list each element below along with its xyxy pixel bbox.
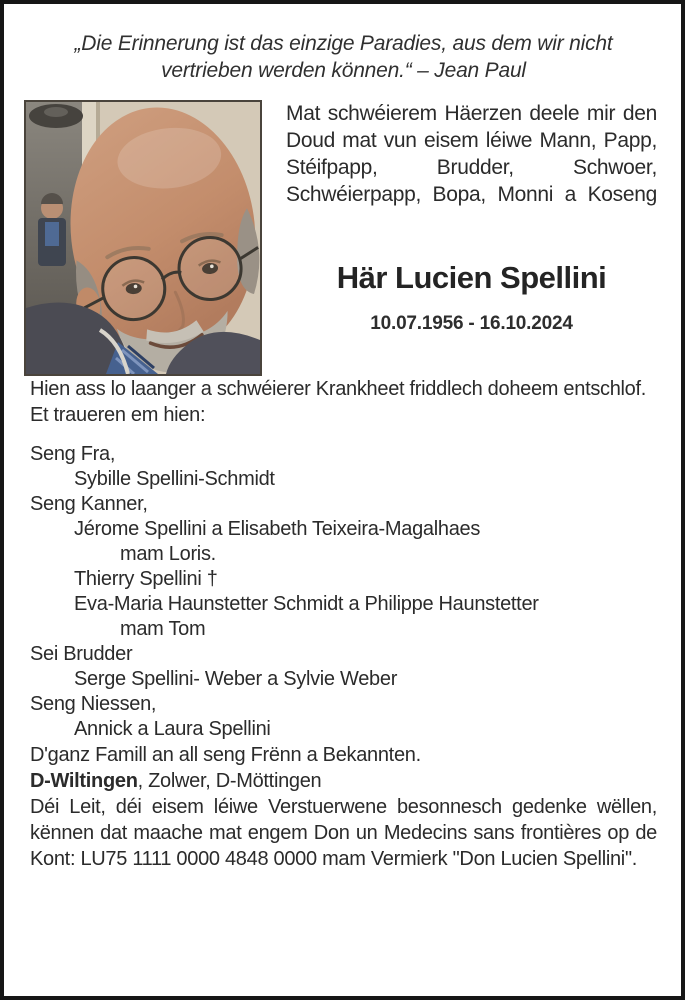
place-rest: , Zolwer, D-Möttingen (137, 770, 322, 792)
place-primary: D-Wiltingen (30, 770, 138, 792)
mourner-line: Annick a Laura Spellini (74, 718, 271, 740)
mourner-line: Thierry Spellini † (74, 568, 218, 590)
mourner-line: Sybille Spellini-Schmidt (74, 468, 275, 490)
mourner-line: Sei Brudder (30, 643, 133, 665)
mourner-line: mam Loris. (120, 543, 216, 565)
portrait-illustration (26, 102, 260, 374)
header-text-column (286, 100, 657, 376)
deceased-name: Här Lucien Spellini (336, 260, 607, 295)
mourner-line: Jérome Spellini a Elisabeth Teixeira-Magalhaes (74, 518, 481, 540)
mourner-line: Seng Kanner, (30, 493, 148, 515)
mourner-line: Serge Spellini- Weber a Sylvie Weber (74, 668, 398, 690)
places-line (30, 768, 657, 794)
mourners-intro: Et traueren em hien: (30, 404, 206, 426)
mourner-line: mam Tom (120, 618, 206, 640)
memorial-quote: „Die Erinnerung ist das einzige Paradies, aus dem wir nicht vertrieben werden können.“ – Jean Paul (74, 32, 613, 82)
portrait-photo (24, 100, 262, 376)
donation-text: Déi Leit, déi eisem léiwe Verstuerwene besonnesch gedenke wëllen, kënnen dat maache mat engem Don un Medecins sans frontières op de Kont: LU75 1111 0000 4848 0000 mam Vermierk "Don Lucien Spellini". (30, 796, 657, 870)
intro-text: Mat schwéierem Häerzen deele mir den Doud mat vun eisem léiwe Mann, Papp, Stéifpapp, Brudder, Schwoer, Schwéierpapp, Bopa, Monni a Koseng (286, 102, 657, 206)
mourners-list (30, 442, 657, 742)
mourner-line: Eva-Maria Haunstetter Schmidt a Philippe Haunstetter (74, 593, 539, 615)
mourner-line: Seng Niessen, (30, 693, 157, 715)
death-statement: Hien ass lo laanger a schwéierer Krankheet friddlech doheem entschlof. (30, 378, 647, 400)
life-dates: 10.07.1956 - 16.10.2024 (370, 313, 573, 334)
mourner-line: Seng Fra, (30, 443, 116, 465)
header-row (30, 100, 657, 376)
family-line: D'ganz Famill an all seng Frënn a Bekannten. (30, 744, 421, 766)
